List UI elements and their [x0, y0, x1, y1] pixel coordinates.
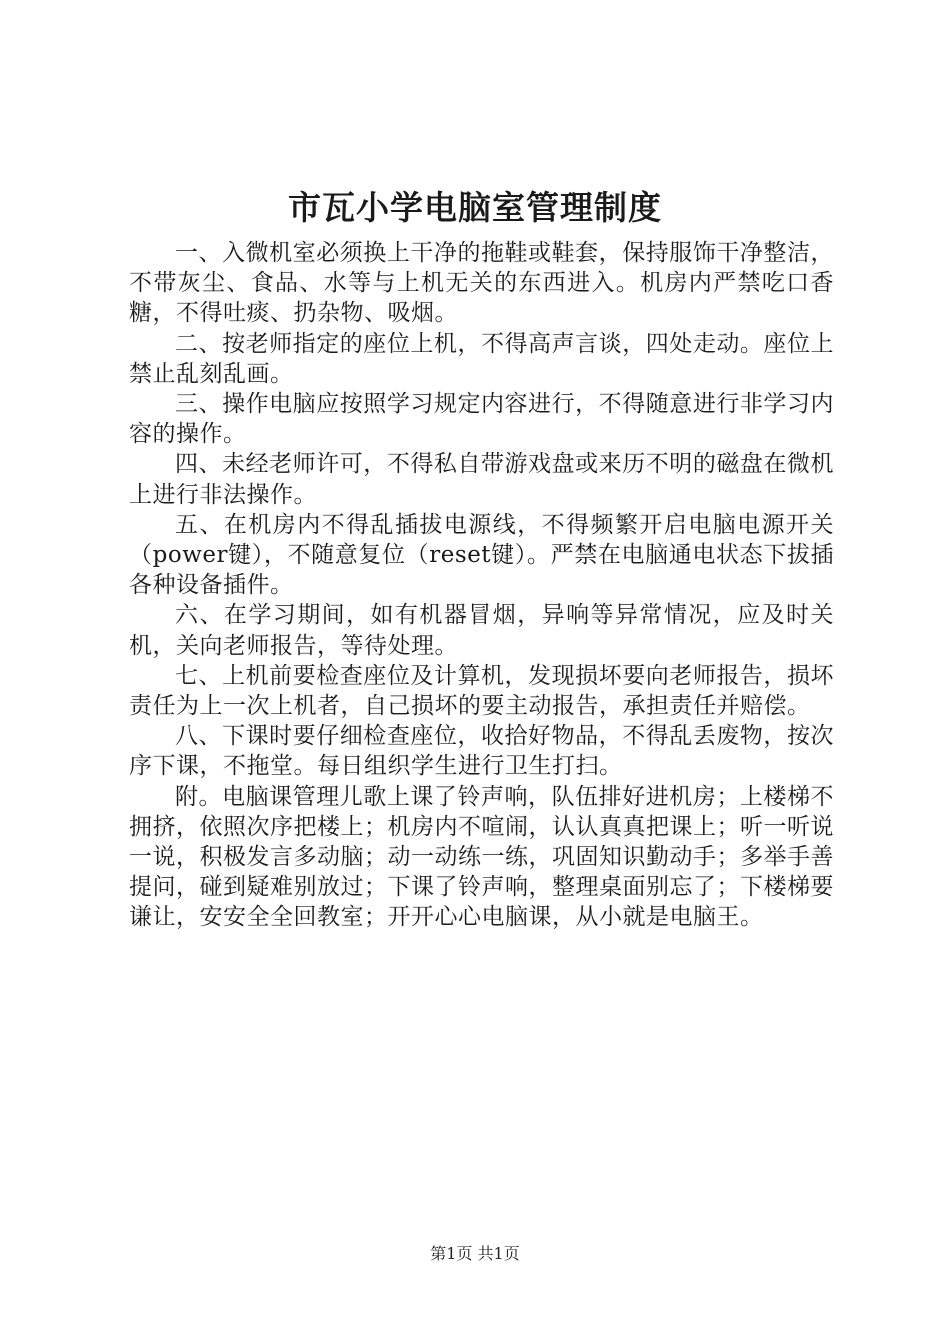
appendix-paragraph: 附。电脑课管理儿歌上课了铃声响，队伍排好进机房；上楼梯不拥挤，依照次序把楼上；机房内不喧闹，认认真真把课上；听一听说一说，积极发言多动脑；动一动练一练，巩固知识勤动手；多举手善提问，碰到疑难别放过；下课了铃声响，整理桌面别忘了；下楼梯要谦让，安安全全回教室；开开心心电脑课，从小就是电脑王。	[129, 783, 834, 931]
rule-paragraph-2: 二、按老师指定的座位上机，不得高声言谈，四处走动。座位上禁止乱刻乱画。	[129, 330, 834, 387]
document-body	[129, 238, 834, 933]
rule-paragraph-1: 一、入微机室必须换上干净的拖鞋或鞋套，保持服饰干净整洁，不带灰尘、食品、水等与上机无关的东西进入。机房内严禁吃口香糖，不得吐痰、扔杂物、吸烟。	[129, 240, 834, 327]
rule-paragraph-7: 七、上机前要检查座位及计算机，发现损坏要向老师报告，损坏责任为上一次上机者，自己损坏的要主动报告，承担责任并赔偿。	[129, 662, 834, 720]
rule-paragraph-5: 五、在机房内不得乱插拔电源线，不得频繁开启电脑电源开关（power键），不随意复位（reset键）。严禁在电脑通电状态下拔插各种设备插件。	[129, 511, 834, 599]
page-footer: 第1页 共1页	[430, 1244, 520, 1263]
rule-paragraph-8: 八、下课时要仔细检查座位，收拾好物品，不得乱丢废物，按次序下课，不拖堂。每日组织学生进行卫生打扫。	[129, 723, 834, 780]
rule-paragraph-3: 三、操作电脑应按照学习规定内容进行，不得随意进行非学习内容的操作。	[129, 391, 834, 448]
document-title: 市瓦小学电脑室管理制度	[288, 188, 662, 227]
rule-paragraph-4: 四、未经老师许可，不得私自带游戏盘或来历不明的磁盘在微机上进行非法操作。	[129, 451, 834, 508]
rule-paragraph-6: 六、在学习期间，如有机器冒烟，异响等异常情况，应及时关机，关向老师报告，等待处理。	[129, 602, 834, 659]
